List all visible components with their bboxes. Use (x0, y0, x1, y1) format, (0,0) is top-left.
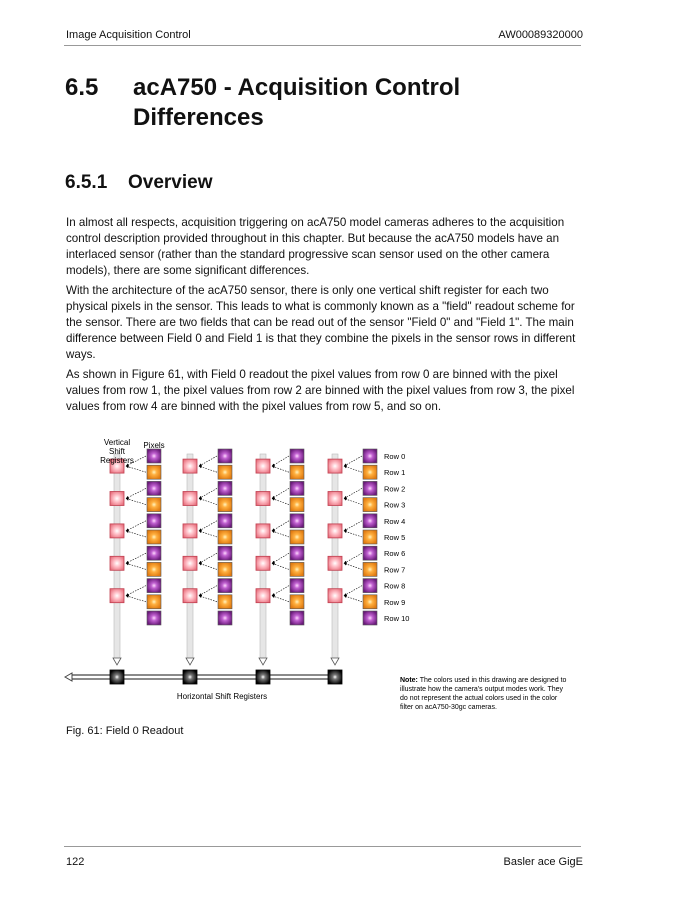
pixels-label: Pixels (143, 441, 165, 450)
pixel-purple (290, 481, 304, 495)
binning-arrow (272, 531, 289, 537)
horizontal-shift-register (110, 670, 124, 684)
subsection-number: 6.5.1 (65, 172, 108, 193)
pixel-orange (147, 465, 161, 479)
pixel-orange (290, 562, 304, 576)
pixel-orange (363, 530, 377, 544)
binning-arrow (272, 521, 289, 531)
subsection-title: Overview (128, 172, 213, 193)
vsr-label-line2: Shift (108, 447, 126, 456)
binning-arrow (344, 553, 362, 563)
color-note-line2: illustrate how the camera's output modes work. They (400, 686, 564, 693)
row-label: Row 7 (384, 565, 406, 575)
pixel-orange (218, 562, 232, 576)
figure-caption: Fig. 61: Field 0 Readout (66, 725, 184, 737)
vsr-label-line1: Vertical (103, 438, 131, 447)
binning-arrow (126, 488, 146, 498)
pixel-orange (290, 498, 304, 512)
binning-arrow (199, 499, 217, 505)
row-label: Row 4 (384, 516, 406, 526)
paragraph-field0: As shown in Figure 61, with Field 0 readout the pixel values from row 0 are binned with the pixel values from row 1, the pixel values from row 2 are binned with the pixel values from row 3, the pixel values from row 4 are binned with the pixel values from row 5, and so on. (66, 368, 575, 413)
vertical-shift-register (256, 589, 270, 603)
binning-arrow (272, 488, 289, 498)
binning-arrow (199, 466, 217, 472)
pixel-purple (218, 514, 232, 528)
binning-arrow (272, 553, 289, 563)
pixel-purple (363, 611, 377, 625)
vertical-shift-register (256, 556, 270, 570)
vertical-shift-register (328, 524, 342, 538)
vertical-shift-register (256, 459, 270, 473)
binning-arrow (344, 521, 362, 531)
running-header-title: Image Acquisition Control (66, 29, 191, 41)
pixel-purple (290, 449, 304, 463)
vertical-shift-register (183, 459, 197, 473)
pixel-purple (218, 611, 232, 625)
row-label: Row 5 (384, 533, 406, 542)
row-label: Row 1 (384, 468, 406, 478)
pixel-purple (147, 514, 161, 528)
horizontal-shift-register (328, 670, 342, 684)
pixel-orange (147, 595, 161, 609)
pixel-purple (147, 546, 161, 560)
vertical-transfer-arrow (186, 658, 194, 665)
document-number: AW00089320000 (498, 29, 583, 41)
vertical-shift-register (110, 492, 124, 506)
color-note-line3: do not represent the actual colors used in the color (400, 695, 558, 702)
binning-arrow (126, 586, 146, 596)
pixel-purple (218, 449, 232, 463)
vertical-transfer-arrow (331, 658, 339, 665)
color-note-line1: Note: The colors used in this drawing are designed to (400, 677, 567, 684)
binning-arrow (199, 586, 217, 596)
pixel-purple (218, 481, 232, 495)
pixel-purple (290, 611, 304, 625)
vertical-shift-register (328, 492, 342, 506)
field0-readout-diagram (62, 436, 592, 721)
vsr-label-line3: Registers (100, 456, 134, 465)
binning-arrow (199, 596, 217, 602)
vertical-shift-register (110, 524, 124, 538)
binning-arrow (272, 456, 289, 466)
row-label: Row 6 (384, 549, 406, 559)
pixel-purple (363, 481, 377, 495)
hsr-label: Horizontal Shift Registers (176, 692, 268, 701)
pixel-orange (218, 595, 232, 609)
pixel-orange (147, 562, 161, 576)
binning-arrow (199, 553, 217, 563)
vertical-shift-register (256, 492, 270, 506)
paragraph-architecture: With the architecture of the acA750 sensor, there is only one vertical shift register for each two physical pixels in the sensor. This leads to what is commonly known as a "field" readout scheme for the sensor. There are two fields that can be read out of the sensor "Field 0" and "Field 1". The main difference between Field 0 and Field 1 is that they combine the pixels in the sensor rows in different ways. (66, 284, 576, 361)
pixel-purple (290, 579, 304, 593)
pixel-purple (363, 579, 377, 593)
binning-arrow (272, 596, 289, 602)
row-label: Row 0 (384, 452, 406, 461)
pixel-orange (147, 530, 161, 544)
pixel-purple (218, 579, 232, 593)
pixel-orange (218, 530, 232, 544)
binning-arrow (126, 531, 146, 537)
pixel-purple (363, 449, 377, 463)
binning-arrow (344, 586, 362, 596)
binning-arrow (272, 563, 289, 569)
binning-arrow (126, 499, 146, 505)
pixel-purple (147, 611, 161, 625)
row-label: Row 8 (384, 581, 406, 591)
vertical-shift-register (110, 556, 124, 570)
vertical-transfer-arrow (113, 658, 121, 665)
section-number: 6.5 (65, 74, 99, 101)
binning-arrow (344, 488, 362, 498)
binning-arrow (344, 596, 362, 602)
vertical-transfer-arrow (259, 658, 267, 665)
hsr-output-arrow (65, 673, 72, 681)
pixel-orange (363, 595, 377, 609)
header-rule (64, 45, 581, 46)
pixel-orange (218, 498, 232, 512)
pixel-purple (147, 449, 161, 463)
vertical-shift-register (183, 589, 197, 603)
row-label: Row 10 (384, 614, 410, 623)
pixel-purple (363, 514, 377, 528)
binning-arrow (126, 466, 146, 472)
binning-arrow (126, 563, 146, 569)
vertical-shift-register (256, 524, 270, 538)
binning-arrow (344, 456, 362, 466)
binning-arrow (344, 563, 362, 569)
vertical-shift-register (110, 589, 124, 603)
binning-arrow (126, 596, 146, 602)
row-label: Row 3 (384, 500, 406, 510)
binning-arrow (272, 466, 289, 472)
subsection-heading (65, 172, 213, 194)
horizontal-shift-register (256, 670, 270, 684)
vertical-shift-register (183, 492, 197, 506)
pixel-orange (290, 595, 304, 609)
binning-arrow (126, 553, 146, 563)
pixel-orange (290, 530, 304, 544)
vertical-shift-register (183, 524, 197, 538)
binning-arrow (199, 531, 217, 537)
pixel-orange (290, 465, 304, 479)
vertical-shift-register (183, 556, 197, 570)
binning-arrow (272, 499, 289, 505)
pixel-purple (363, 546, 377, 560)
binning-arrow (199, 563, 217, 569)
binning-arrow (199, 456, 217, 466)
pixel-purple (147, 481, 161, 495)
vertical-shift-register (328, 459, 342, 473)
row-label: Row 2 (384, 484, 406, 494)
paragraph-intro: In almost all respects, acquisition triggering on acA750 model cameras adheres to the acquisition control description provided throughout in this chapter. But because the acA750 models have an interlaced sensor (rather than the standard progressive scan sensor used on the other camera models), there are some significant differences. (66, 216, 565, 277)
vertical-shift-register (328, 589, 342, 603)
vertical-shift-register (328, 556, 342, 570)
binning-arrow (199, 521, 217, 531)
color-note-line4: filter on acA750-30gc cameras. (400, 704, 497, 711)
binning-arrow (344, 531, 362, 537)
horizontal-shift-register (183, 670, 197, 684)
pixel-orange (363, 498, 377, 512)
pixel-purple (290, 514, 304, 528)
footer-rule (64, 846, 581, 847)
pixel-orange (147, 498, 161, 512)
binning-arrow (272, 586, 289, 596)
footer-product: Basler ace GigE (503, 856, 583, 868)
binning-arrow (199, 488, 217, 498)
pixel-orange (363, 465, 377, 479)
page-number: 122 (66, 856, 85, 868)
binning-arrow (344, 466, 362, 472)
binning-arrow (126, 521, 146, 531)
row-label: Row 9 (384, 597, 406, 607)
section-title: acA750 - Acquisition Control Differences (133, 74, 461, 131)
pixel-orange (218, 465, 232, 479)
pixel-purple (218, 546, 232, 560)
pixel-purple (147, 579, 161, 593)
binning-arrow (344, 499, 362, 505)
pixel-purple (290, 546, 304, 560)
pixel-orange (363, 562, 377, 576)
